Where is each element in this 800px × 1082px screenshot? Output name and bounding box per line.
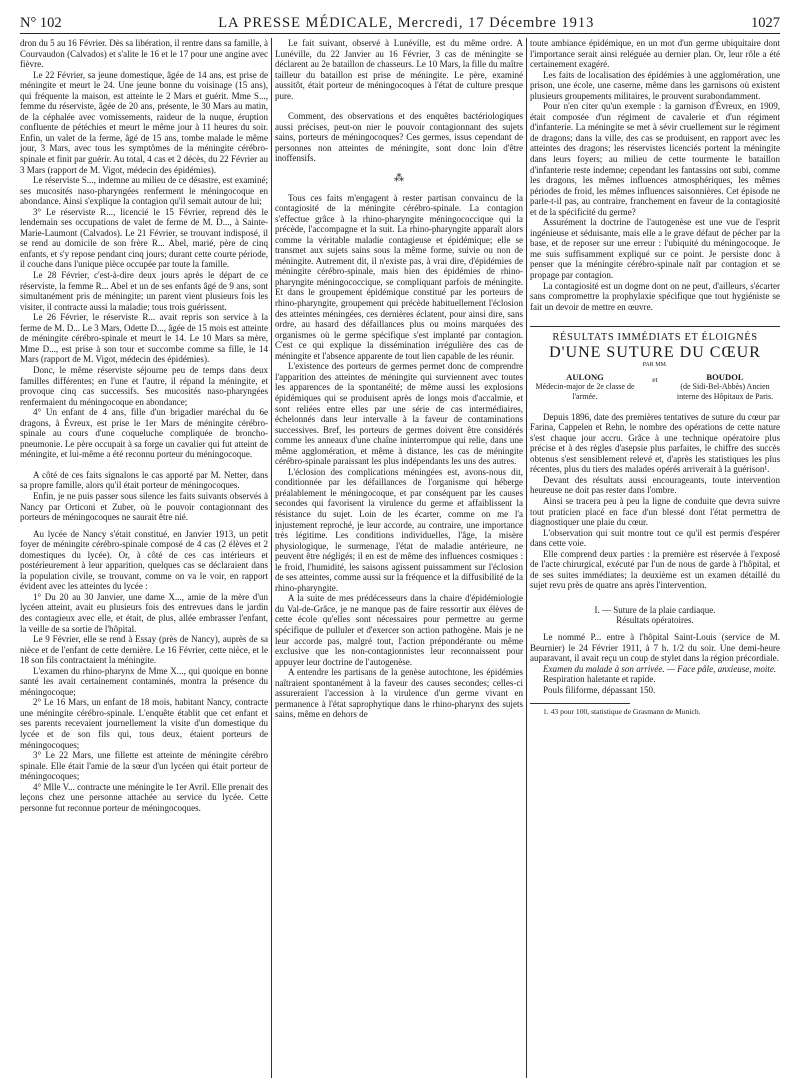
paragraph: Assurément la doctrine de l'autogenèse est une vue de l'esprit ingénieuse et séduisante, mais elle a le grave défaut de pécher par la base, et de reposer sur une erreur : l'ubiquité du méningocoque. Je me suis suffisamment expliqué sur ce point. Je persiste donc à penser que la méningite cérébro-spinale naît par contagion et se propage par contagion. <box>530 217 780 281</box>
paragraph: Le 26 Février, le réserviste R... avait repris son service à la ferme de M. D... Le 3 Mars, Odette D..., âgée de 15 mois est atteinte de méningite cérébro-spinale et meurt le 14. Le 10 Mars sa mère, Mme D..., est prise à son tour et succombe comme sa fille, le 14 Mars (rapport de M. Vigot, médecin des épidémies). <box>20 312 268 365</box>
paragraph: La contagiosité est un dogme dont on ne peut, d'ailleurs, s'écarter sans compromettre la prophylaxie spécifique que tout hygiéniste se fait un devoir de mettre en œuvre. <box>530 280 780 312</box>
column-1 <box>20 38 268 1078</box>
paragraph: 3° Le réserviste R..., licencié le 15 Février, reprend dès le lendemain ses occupations de valet de ferme de M. D..., à Sainte-Marie-Laumont (Calvados). Le 21 Février, se trouvant indisposé, il se rend au domicile de son frère R... Abel, marié, père de cinq enfants, et s'y repose pendant cinq jours; durant cette courte période, il couche dans l'unique pièce occupée par toute la famille. <box>20 206 268 270</box>
paragraph: dron du 5 au 16 Février. Dès sa libération, il rentre dans sa famille, à Courvaudon (Calvados) et s'alite le 16 et le 17 pour une angine avec fièvre. <box>20 38 268 70</box>
paragraph: Ainsi se tracera peu à peu la ligne de conduite que devra suivre tout praticien placé en face d'un blessé dont l'état permettra de diagnostiquer une plaie du cœur. <box>530 496 780 528</box>
section-stars: ⁂ <box>394 173 404 185</box>
author-2 <box>670 373 780 402</box>
paragraph: Tous ces faits m'engagent à rester partisan convaincu de la contagiosité de la méningite cérébro-spinale. La contagion s'effectue grâce à la rhino-pharyngite méningococcique qui la précède, l'accompagne et la suit. La rhino-pharyngite apparaît alors comme la véritable maladie contagieuse et épidémique; elle se transmet aux sujets sains sous la même forme, suivie ou non de méningite. Autrement dit, il n'existe pas, à vrai dire, d'épidémies de méningite cérébro-spinale, mais bien des épidémies de rhino-pharyngite méningococcique, se compliquant parfois de méningite. Et dans le groupement épidémique constitué par les porteurs de rhino-pharyngite, groupement qui précède habituellement l'éclosion des atteintes méningées, ces dernières éclatent, pour ainsi dire, sans ordre, au hasard des défaillances plus ou moins marquées des organismes où le germe spécifique s'est implanté par contagion. C'est ce qui explique la dissémination irrégulière des cas de méningite et l'absence apparente de tout lien capable de les réunir. <box>275 192 523 361</box>
footnote-rule <box>530 703 630 704</box>
paragraph: 1° Du 20 au 30 Janvier, une dame X..., amie de la mère d'un lycéen atteint, avait eu plusieurs fois des entrevues dans le jardin des contagieux avec elle, et était, de plus, allée embrasser l'enfant, la veille de sa sortie de l'hôpital. <box>20 591 268 634</box>
author-2-name: BOUDOL <box>706 371 744 382</box>
section-title-line-1: I. — Suture de la plaie cardiaque. <box>594 604 716 615</box>
paragraph: 4° Un enfant de 4 ans, fille d'un brigadier maréchal du 6e dragons, à Évreux, est prise le 1er Mars de méningite cérébro-spinale au cours d'une coqueluche compliquée de broncho-pneumonie. Le père occupait à sa forge un cavalier qui fut atteint de méningite, et lui-même a été reconnu porteur du méningocoque. <box>20 407 268 460</box>
section-heading <box>530 605 780 626</box>
paragraph: 3° Le 22 Mars, une fillette est atteinte de méningite cérébro spinale. Elle était l'amie de la sœur d'un lycéen qui était porteur de méningocoques; <box>20 750 268 782</box>
column-separator <box>526 38 527 1078</box>
paragraph: L'existence des porteurs de germes permet donc de comprendre l'apparition des atteintes de méningite qui surviennent avec toutes les apparences de la spontanéité; de même aussi les explosions épidémiques qui se produisent après de longs mois d'accalmie, et sont reliées entre elles par une série de cas intermédiaires, échelonnés dans leur intervalle à la faveur de contaminations successives. Bref, les porteurs de germes doivent être considérés comme les anneaux d'une chaîne ininterrompue qui relie, dans une même agglomération, et même à distance, les cas de méningite cérébro-spinale paraissant les plus indépendants les uns des autres. <box>275 361 523 467</box>
paragraph: Les faits de localisation des épidémies à une agglomération, une prison, une école, une caserne, même dans les garnisons où existent plusieurs groupements militaires, le prouvent surabondamment. <box>530 69 780 101</box>
header-rule <box>20 33 780 34</box>
footnote: 1. 43 pour 100, statistique de Grasmann de Munich. <box>543 707 701 717</box>
page-header <box>20 6 780 32</box>
paragraph: A entendre les partisans de la genèse autochtone, les épidémies naîtraient spontanément à la faveur des causes secondes; celles-ci assureraient l'accession à la virulence d'un germe vivant en permanence à l'état saprophytique dans le rhino-pharynx des sujets sains, même en dehors de <box>275 667 523 720</box>
paragraph: Respiration haletante et rapide. <box>543 674 656 685</box>
paragraph: A côté de ces faits signalons le cas apporté par M. Netter, dans sa propre famille, alors qu'il était porteur de méningocoques. <box>20 469 268 491</box>
article-authors <box>530 373 780 402</box>
paragraph: Le 22 Février, sa jeune domestique, âgée de 14 ans, est prise de méningite et meurt le 24. Une jeune bonne du voisinage (15 ans), qui fréquente la maison, est atteinte le 2 Mars et guérit. Mme S..., femme du réserviste, âgée de 20 ans, présente, le 30 Mars au matin, de la céphalée avec vomissements, raideur de la nuque, éruption confluente de pétéchies et meurt le même jour à 11 heures du soir. Enfin, un valet de la ferme, âgé de 15 ans, tombe malade le même jour, 3 Mars, avec tous les symptômes de la méningite cérébro-spinale et finit par guérir. Au total, 4 cas et 2 décès, du 22 Février au 3 Mars (rapport de M. Vigot, médecin des épidémies). <box>20 69 268 175</box>
paragraph: Devant des résultats aussi encourageants, toute intervention heureuse ne doit pas rester dans l'ombre. <box>530 474 780 496</box>
paragraph: Pouls filiforme, dépassant 150. <box>543 684 656 695</box>
paragraph: Depuis 1896, date des premières tentatives de suture du cœur par Farina, Cappelen et Rehn, le nombre des opérations de cette nature s'est chaque jour accru. Grâce à une technique opératoire plus précise et à des règles d'asepsie plus parfaites, le chiffre des succès obtenus s'est sensiblement relevé et, d'après les statistiques les plus récentes, plus du tiers des malades opérés arriverait à la guérison¹. <box>530 411 780 475</box>
paragraph: L'observation qui suit montre tout ce qu'il est permis d'espérer dans cette voie. <box>530 527 780 549</box>
paragraph: toute ambiance épidémique, en un mot d'un germe ubiquitaire dont l'importance serait ainsi reléguée au dernier plan. Or, leur rôle a été certainement exagéré. <box>530 38 780 70</box>
author-1 <box>530 373 640 402</box>
column-3 <box>530 38 780 1078</box>
paragraph: Donc, le même réserviste séjourne peu de temps dans deux familles différentes; en l'une et l'autre, il répand la méningite, et provoque cinq cas successifs. Ses mucosités naso-pharyngées renfermaient du méningocoque en abondance; <box>20 364 268 407</box>
paragraph: Enfin, je ne puis passer sous silence les faits suivants observés à Nancy par Orticoni et Zuber, où le pouvoir contagionnant des porteurs de méningocoques ne saurait être nié. <box>20 490 268 523</box>
publication-title: LA PRESSE MÉDICALE, Mercredi, 17 Décembre 1913 <box>218 15 595 31</box>
paragraph: Au lycée de Nancy s'était constitué, en Janvier 1913, un petit foyer de méningite cérébro-spinale composé de 4 cas (2 élèves et 2 domestiques du lycée). Or, à côté de ces cas intérieurs et postérieurement à leur apparition, quelques cas se déclaraient dans la population civile, se trouvant, comme on va le voir, en rapport évident avec les atteintes du lycée : <box>20 528 268 592</box>
article-title: D'UNE SUTURE DU CŒUR <box>549 343 761 361</box>
column-separator <box>271 38 272 1078</box>
paragraph: Comment, des observations et des enquêtes bactériologiques aussi précises, peut-on nier le pouvoir contagionnant des sujets sains, porteurs de méningocoques? Ces germes, issus cependant de personnes non atteintes de méningite, sont donc loin d'être inoffensifs. <box>275 111 523 164</box>
article-rule <box>530 326 780 327</box>
page-number: 1027 <box>750 15 780 31</box>
paragraph: Le réserviste S..., indemne au milieu de ce désastre, est examiné; ses mucosités naso-pharyngées renferment le méningocoque en abondance. Ainsi s'explique la contagion qu'il semait autour de lui; <box>20 175 268 207</box>
paragraph: 2° Le 16 Mars, un enfant de 18 mois, habitant Nancy, contracte une méningite cérébro-spinale. L'enquête établit que cet enfant et ses parents recevaient journellement la visite d'un domestique du lycée et de son fils qui, tous deux, étaient porteurs de méningocoques; <box>20 697 268 750</box>
paragraph: Examen du malade à son arrivée. — Face pâle, anxieuse, moite. <box>543 663 777 674</box>
section-title-line-2: Résultats opératoires. <box>616 615 694 626</box>
author-1-name: AULONG <box>566 371 604 382</box>
paragraph: L'examen du rhino-pharynx de Mme X..., qui quoique en bonne santé les avait certainement contaminés, montra la présence du méningocoque; <box>20 665 268 697</box>
author-2-role: (de Sidi-Bel-Abbès) Ancien interne des Hôpitaux de Paris. <box>676 382 774 402</box>
paragraph: Elle comprend deux parties : la première est réservée à l'exposé de l'acte chirurgical, exécuté par l'un de nous de garde à l'hôpital, et de ses suites immédiates; la deuxième est un examen détaillé du sujet revu près de quatre ans après l'intervention. <box>530 548 780 591</box>
article-kicker: RÉSULTATS IMMÉDIATS ET ÉLOIGNÉS <box>552 332 758 344</box>
paragraph: Pour n'en citer qu'un exemple : la garnison d'Évreux, en 1909, était composée d'un régiment de cavalerie et d'un régiment d'infanterie. La méningite se met à sévir cruellement sur le régiment de dragons; dans la ville, des cas se produisent, en rapport avec les atteintes des dragons; les réservistes licenciés portent la méningite dans leurs foyers; au milieu de cette tourmente le bataillon d'infanterie reste indemne; cependant les fantassins ont subi, comme les dragons, les mêmes influences atmosphériques, les mêmes périodes de froid, les mêmes influences saisonnières. Cet épisode ne parle-t-il pas, au contraire, franchement en faveur de la contagiosité et de la spécificité du germe? <box>530 101 780 217</box>
paragraph: A la suite de mes prédécesseurs dans la chaire d'épidémiologie du Val-de-Grâce, je ne manque pas de faire ressortir aux élèves de cette école qu'elles sont nécessaires pour permettre au germe spécifique de pulluler et d'exercer son action pathogène. Mais je ne leur accorde pas, malgré tout, l'action prépondérante ou même exclusive que les non-contagionnistes leur reconnaissent pour appuyer leur doctrine de l'autogenèse. <box>275 593 523 667</box>
paragraph: Le 9 Février, elle se rend à Essay (près de Nancy), auprès de sa nièce et de l'enfant de cette dernière. Le 16 Février, cette nièce, et le 18 son fils contractaient la méningite. <box>20 634 268 666</box>
paragraph: Le nommé P... entre à l'hôpital Saint-Louis (service de M. Beurnier) le 24 Février 1911, à 7 h. 1/2 du soir. Une demi-heure auparavant, il avait reçu un coup de stylet dans la région précordiale. <box>530 632 780 664</box>
author-1-role: Médecin-major de 2e classe de l'armée. <box>535 382 635 402</box>
paragraph: Le fait suivant, observé à Lunéville, est du même ordre. A Lunéville, du 22 Janvier au 16 Février, 3 cas de méningite se déclarent au 2e bataillon de chasseurs. Le 10 Mars, la fille du maître tailleur du bataillon est prise de méningite. Le père, examiné aussitôt, était porteur de méningocoques à l'état de culture presque pure. <box>275 38 523 101</box>
issue-number: N° 102 <box>20 15 62 31</box>
paragraph: 4° Mlle V... contracte une méningite le 1er Avril. Elle prenait des leçons chez une personne attachée au service du lycée. Cette personne fut reconnue porteur de méningocoques. <box>20 781 268 813</box>
paragraph: Le 28 Février, c'est-à-dire deux jours après le départ de ce réserviste, la femme R... Abel et un de ses enfants âgé de 9 ans, sont simultanément pris de méningite; un parent vient plusieurs fois les visiter, il contracte aussi la maladie; tous trois guérissent. <box>20 270 268 312</box>
paragraph: L'éclosion des complications méningées est, avons-nous dit, conditionnée par les défaillances de l'organisme qui héberge préalablement le méningocoque, et par conséquent par les causes secondes qui favorisent la virulence du germe et affaiblissent la résistance du sujet. Loin de les écarter, comme on me l'a injustement reproché, je leur accorde, au contraire, une importance très légitime. Les conditions individuelles, l'âge, la misère physiologique, le surmenage, l'état de maladie antérieure, ne peuvent être négligés; il en est de même des influences cosmiques : le froid, l'humidité, les saisons agissent puissamment sur l'éclosion de ses atteintes, comme aussi sur la fréquence et la diffusibilité de la rhino-pharyngite. <box>275 466 523 593</box>
article-by: PAR MM. <box>642 362 668 369</box>
author-conjunction: et <box>652 374 658 384</box>
column-2 <box>275 38 523 1078</box>
